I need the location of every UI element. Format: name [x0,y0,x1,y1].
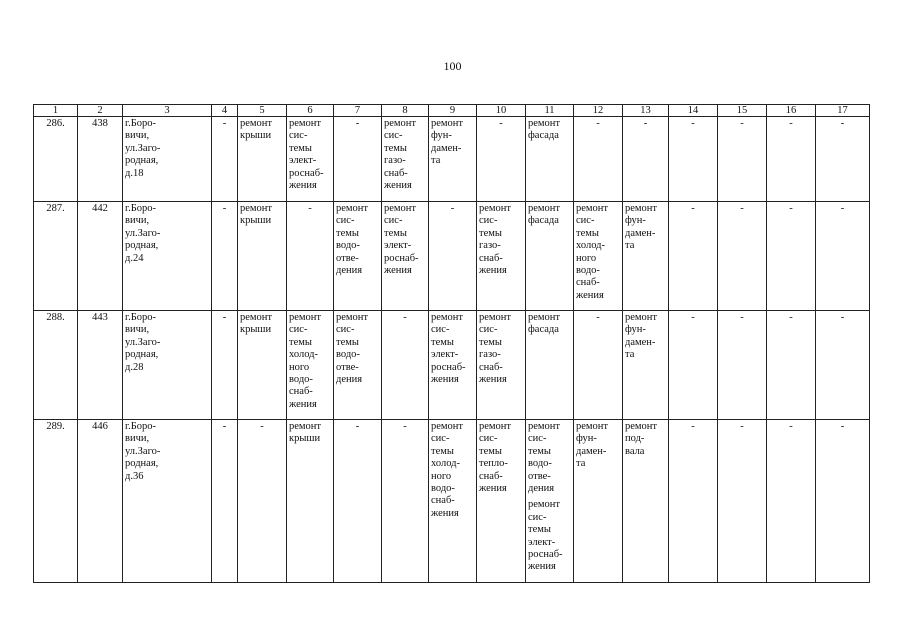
cell: - [212,117,238,202]
cell-entry: ремонт сис- темы водо- отве- дения [528,421,561,495]
cell: - [669,202,718,311]
col-header: 10 [477,105,526,117]
cell: ремонт фасада [526,202,574,311]
cell: - [334,420,382,583]
address: г.Боро- вичи, ул.Заго- родная, д.28 [123,311,212,420]
cell: ремонт крыши [238,117,287,202]
cell: ремонт фун- дамен- та [574,420,623,583]
cell: ремонт под- вала [623,420,669,583]
cell: - [287,202,334,311]
table-row [34,311,870,420]
address: г.Боро- вичи, ул.Заго- родная, д.36 [123,420,212,583]
cell: ремонт крыши [287,420,334,583]
cell: - [212,202,238,311]
table-row [34,117,870,202]
cell: - [767,420,816,583]
col-header: 3 [123,105,212,117]
col-header: 9 [429,105,477,117]
cell: - [816,420,870,583]
cell: ремонт фун- дамен- та [623,202,669,311]
col-header: 15 [718,105,767,117]
table-row [34,202,870,311]
row-number: 288. [34,311,78,420]
cell [526,420,574,583]
col-header: 16 [767,105,816,117]
cell: ремонт сис- темы газо- снаб- жения [477,202,526,311]
cell: - [718,117,767,202]
col-header: 2 [78,105,123,117]
col-header: 7 [334,105,382,117]
col-header: 1 [34,105,78,117]
address: г.Боро- вичи, ул.Заго- родная, д.24 [123,202,212,311]
cell: - [816,202,870,311]
col-header: 14 [669,105,718,117]
col-header: 13 [623,105,669,117]
col-header: 11 [526,105,574,117]
cell: - [238,420,287,583]
cell: ремонт сис- темы холод- ного водо- снаб- жения [429,420,477,583]
cell: ремонт крыши [238,311,287,420]
cell: ремонт сис- темы водо- отве- дения [334,202,382,311]
cell: - [669,311,718,420]
building-id: 446 [78,420,123,583]
cell: - [334,117,382,202]
cell: ремонт сис- темы элект- роснаб- жения [382,202,429,311]
building-id: 443 [78,311,123,420]
table-row [34,420,870,583]
cell: - [382,420,429,583]
cell: - [669,117,718,202]
cell: - [574,311,623,420]
cell: - [669,420,718,583]
col-header: 12 [574,105,623,117]
cell: ремонт сис- темы водо- отве- дения [334,311,382,420]
row-number: 287. [34,202,78,311]
cell: ремонт фун- дамен- та [429,117,477,202]
cell: - [767,117,816,202]
cell: ремонт фасада [526,311,574,420]
cell: - [429,202,477,311]
cell: - [574,117,623,202]
cell: - [212,311,238,420]
col-header: 17 [816,105,870,117]
row-number: 289. [34,420,78,583]
cell: - [718,420,767,583]
cell: - [623,117,669,202]
col-header: 5 [238,105,287,117]
page-number: 100 [443,59,462,73]
cell: - [816,117,870,202]
row-number: 286. [34,117,78,202]
cell: ремонт сис- темы элект- роснаб- жения [287,117,334,202]
cell: ремонт сис- темы тепло- снаб- жения [477,420,526,583]
cell: ремонт крыши [238,202,287,311]
cell: - [212,420,238,583]
col-header: 4 [212,105,238,117]
capital-repair-table [33,104,870,583]
cell: ремонт фасада [526,117,574,202]
col-header: 6 [287,105,334,117]
cell: - [382,311,429,420]
cell: ремонт сис- темы холод- ного водо- снаб- жения [287,311,334,420]
cell: - [767,202,816,311]
cell: ремонт сис- темы газо- снаб- жения [477,311,526,420]
cell: ремонт сис- темы элект- роснаб- жения [429,311,477,420]
cell: - [718,311,767,420]
cell: - [477,117,526,202]
cell: - [816,311,870,420]
address: г.Боро- вичи, ул.Заго- родная, д.18 [123,117,212,202]
header-row [34,105,870,117]
cell: ремонт сис- темы холод- ного водо- снаб- жения [574,202,623,311]
building-id: 438 [78,117,123,202]
cell: - [767,311,816,420]
cell: ремонт фун- дамен- та [623,311,669,420]
col-header: 8 [382,105,429,117]
cell: - [718,202,767,311]
cell-entry: ремонт сис- темы элект- роснаб- жения [528,499,563,573]
building-id: 442 [78,202,123,311]
cell: ремонт сис- темы газо- снаб- жения [382,117,429,202]
